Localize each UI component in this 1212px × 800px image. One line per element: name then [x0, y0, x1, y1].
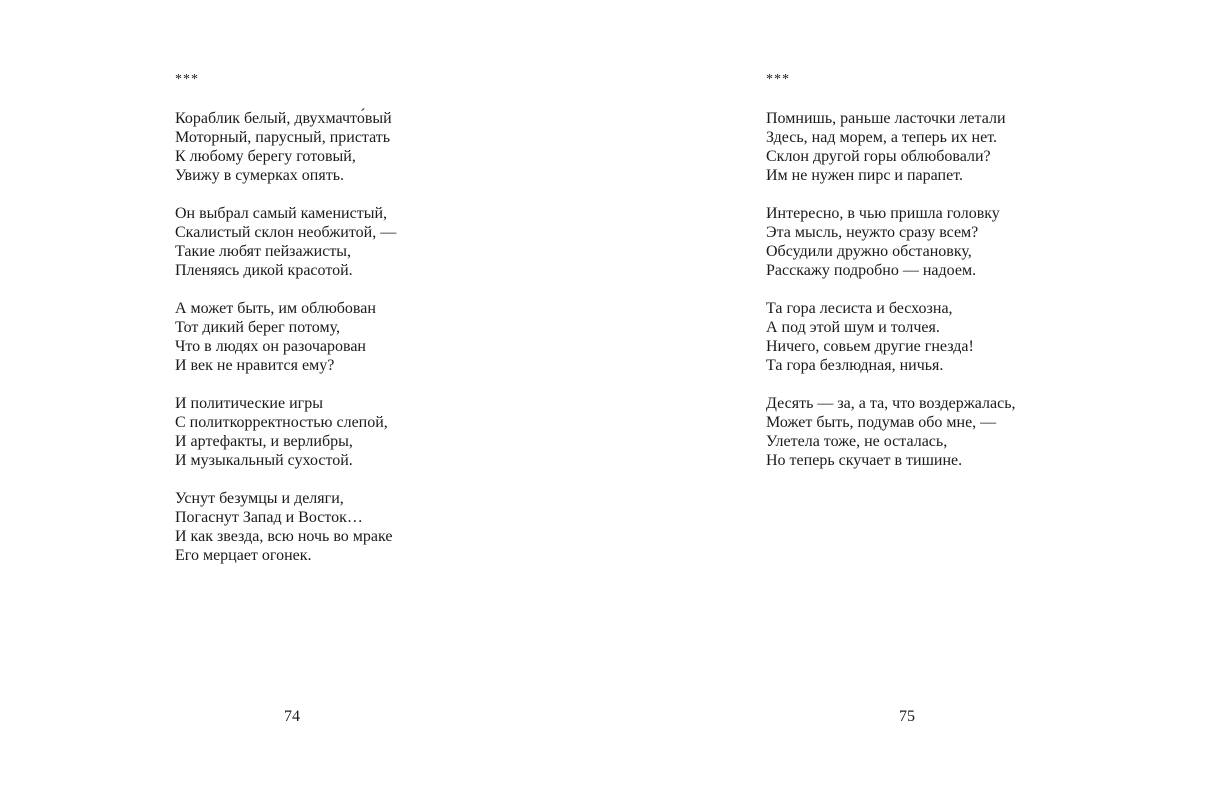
stanza — [175, 489, 396, 565]
poem-line: Увижу в сумерках опять. — [175, 167, 344, 184]
poem-line: Здесь, над морем, а теперь их нет. — [766, 129, 997, 146]
stanza — [766, 109, 1016, 185]
poem-line: И политические игры — [175, 395, 323, 412]
poem-line: Улетела тоже, не осталась, — [766, 433, 948, 450]
right-page — [606, 0, 1212, 800]
poem-line: Пленяясь дикой красотой. — [175, 262, 353, 279]
poem-line: Та гора лесиста и бесхозна, — [766, 300, 953, 317]
poem-line: Уснут безумцы и деляги, — [175, 490, 344, 507]
section-asterisks: *** — [175, 72, 199, 87]
page-number: 75 — [899, 708, 915, 725]
poem-line: И век не нравится ему? — [175, 357, 335, 374]
poem-line: Погаснут Запад и Восток… — [175, 509, 363, 526]
poem-line: Им не нужен пирс и парапет. — [766, 167, 963, 184]
stanza — [766, 204, 1016, 280]
stanza — [175, 299, 396, 375]
poem-right — [766, 70, 1016, 489]
poem-line: Склон другой горы облюбовали? — [766, 148, 991, 165]
poem-line: Та гора безлюдная, ничья. — [766, 357, 944, 374]
poem-line: А может быть, им облюбован — [175, 300, 376, 317]
poem-line: С политкорректностью слепой, — [175, 414, 388, 431]
poem-line: И как звезда, всю ночь во мраке — [175, 528, 393, 545]
poem-left — [175, 70, 396, 584]
poem-line: Он выбрал самый каменистый, — [175, 205, 388, 222]
poem-line: Обсудили дружно обстановку, — [766, 243, 972, 260]
stanza — [766, 299, 1016, 375]
stanza — [766, 394, 1016, 470]
poem-line: Десять — за, а та, что воздержалась, — [766, 395, 1016, 412]
poem-line: Помнишь, раньше ласточки летали — [766, 110, 1006, 127]
poem-line: Тот дикий берег потому, — [175, 319, 340, 336]
poem-line: Но теперь скучает в тишине. — [766, 452, 963, 469]
poem-line: Ничего, совьем другие гнезда! — [766, 338, 974, 355]
stanza — [175, 204, 396, 280]
poem-line: И артефакты, и верлибры, — [175, 433, 353, 450]
poem-line: Такие любят пейзажисты, — [175, 243, 352, 260]
page-number: 74 — [284, 708, 300, 725]
poem-line: И музыкальный сухостой. — [175, 452, 353, 469]
poem-line: Может быть, подумав обо мне, — — [766, 414, 997, 431]
poem-line: Интересно, в чью пришла головку — [766, 205, 1000, 222]
poem-line: К любому берегу готовый, — [175, 148, 356, 165]
poem-line: Расскажу подробно — надоем. — [766, 262, 977, 279]
poem-line: Моторный, парусный, пристать — [175, 129, 391, 146]
poem-line: Что в людях он разочарован — [175, 338, 366, 355]
poem-line: Кораблик белый, двухмачто́вый — [175, 110, 392, 127]
section-asterisks: *** — [766, 72, 790, 87]
stanza — [175, 109, 396, 185]
poem-line: Его мерцает огонек. — [175, 547, 312, 564]
stanza — [175, 394, 396, 470]
poem-line: Эта мысль, неужто сразу всем? — [766, 224, 979, 241]
poem-line: Скалистый склон необжитой, — — [175, 224, 397, 241]
poem-line: А под этой шум и толчея. — [766, 319, 940, 336]
